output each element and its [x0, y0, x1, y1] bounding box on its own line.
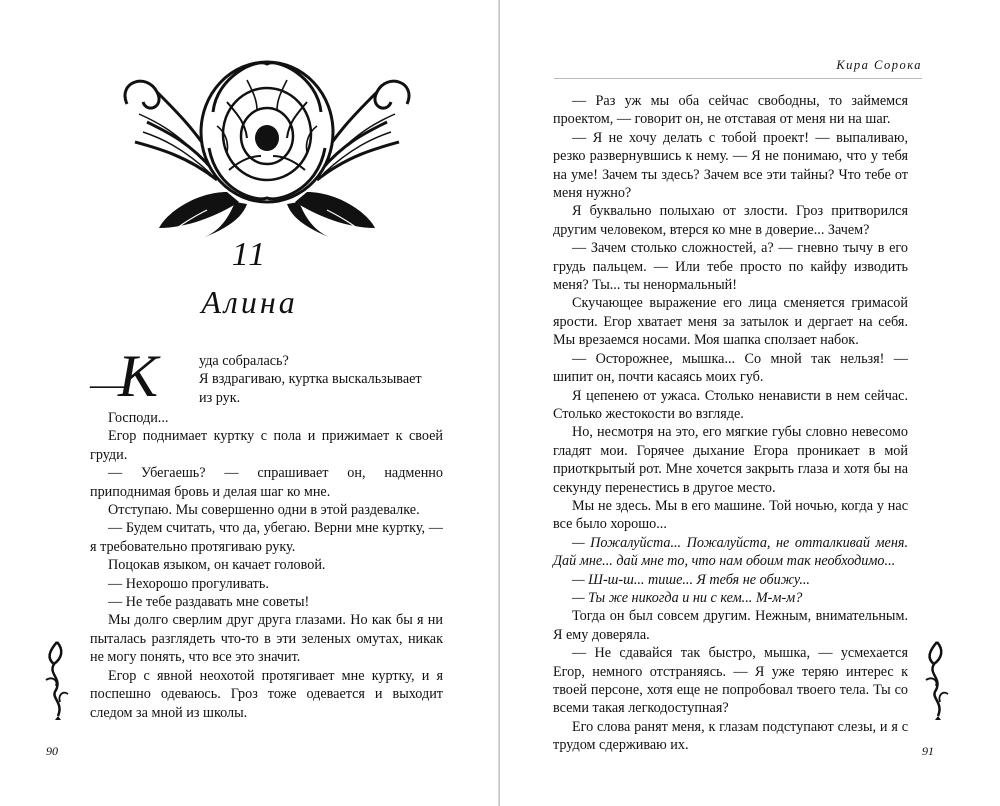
italic-paragraph: — Пожалуйста... Пожалуйста, не отталкивай меня. Дай мне... дай мне то, что нам обоим так необходимо...	[553, 534, 908, 570]
rose-illustration	[117, 52, 417, 242]
right-body-text	[553, 92, 908, 755]
paragraph: — Осторожнее, мышка... Со мной так нельзя! — шипит он, почти касаясь моих губ.	[553, 350, 908, 386]
dropcap-line: из рук.	[199, 389, 241, 406]
chapter-number: 11	[231, 236, 268, 273]
italic-paragraph: — Ш-ш-ш... тише... Я тебя не обижу...	[572, 571, 810, 588]
dropcap-line: уда собралась?	[199, 353, 289, 369]
left-body-text	[90, 343, 443, 722]
paragraph: Скучающее выражение его лица сменяется гримасой ярости. Егор хватает меня за затылок и дергает на себя. Мы врезаемся носами. Моя шапка сползает набок.	[553, 295, 908, 349]
paragraph: Отступаю. Мы совершенно одни в этой раздевалке.	[108, 502, 420, 519]
paragraph: — Раз уж мы оба сейчас свободны, то займемся проектом, — говорит он, не отставая от меня ни на шаг.	[553, 93, 908, 128]
paragraph: Его слова ранят меня, к глазам подступают слезы, и я с трудом сдерживаю их.	[553, 718, 908, 754]
page-number: 90	[46, 744, 58, 758]
paragraph: Егор поднимает куртку с пола и прижимает к своей груди.	[90, 428, 443, 463]
paragraph: Поцокав языком, он качает головой.	[108, 557, 326, 574]
paragraph: Мы не здесь. Мы в его машине. Той ночью, когда у нас все было хорошо...	[553, 497, 908, 533]
dropcap-letter: К	[118, 343, 158, 409]
paragraph: — Будем считать, что да, убегаю. Верни мне куртку, — я требовательно протягиваю руку.	[90, 520, 443, 555]
chapter-title: Алина	[201, 284, 298, 320]
dropcap-dash: —	[90, 366, 124, 403]
paragraph: Егор с явной неохотой протягивает мне куртку, и я поспешно одеваюсь. Гроз тоже одевается и выходит следом за мной из школы.	[90, 667, 443, 721]
dropcap-lines	[199, 352, 443, 407]
paragraph: — Убегаешь? — спрашивает он, надменно приподнимая бровь и делая шаг ко мне.	[90, 465, 443, 500]
paragraph: Мы долго сверлим друг друга глазами. Но как бы я ни пыталась разглядеть что-то в эти зеленых омутах, никак не могу понять, что все это значит.	[90, 612, 443, 666]
paragraph: Я цепенею от ужаса. Столько ненависти в нем сейчас. Столько жестокости во взгляде.	[553, 387, 908, 422]
heart-vine-flourish-icon	[922, 640, 952, 720]
paragraph: Но, несмотря на это, его мягкие губы словно невесомо гладят мои. Горячее дыхание Егора проникает в мой приоткрытый рот. Мне хочется закрыть глаза и хотя бы на секунду перенестись в другое место.	[553, 424, 908, 496]
paragraph: — Я не хочу делать с тобой проект! — выпаливаю, резко развернувшись к нему. — Я не понимаю, что у тебя на уме! Зачем ты здесь? Зачем все эти тайны? Что тебе от меня нужно?	[553, 129, 908, 202]
italic-paragraph: — Ты же никогда и ни с кем... М-м-м?	[572, 589, 803, 606]
header-rule	[554, 78, 922, 79]
paragraph: — Не тебе раздавать мне советы!	[108, 594, 310, 611]
page-number: 91	[922, 744, 934, 758]
left-page	[0, 0, 499, 806]
dropcap-block	[90, 343, 443, 409]
heart-vine-flourish-icon	[42, 640, 72, 720]
paragraph: — Не сдавайся так быстро, мышка, — усмехается Егор, немного отстраняясь. — Я уже теряю интерес к твоей персоне, хотя еще не попробовал твоего тела. Ты со всеми такая легкодоступная?	[553, 645, 908, 717]
running-head: Кира Сорока	[836, 58, 922, 72]
paragraph: Тогда он был совсем другим. Нежным, внимательным. Я ему доверяла.	[553, 608, 908, 643]
paragraph: — Нехорошо прогуливать.	[108, 575, 269, 592]
dropcap-line: Я вздрагиваю, куртка выскальзывает	[199, 371, 422, 388]
paragraph: Господи...	[108, 410, 169, 426]
paragraph: Я буквально полыхаю от злости. Гроз притворился другим человеком, втерся ко мне в доверие... Зачем?	[553, 203, 908, 238]
paragraph: — Зачем столько сложностей, а? — гневно тычу в его грудь пальцем. — Или тебе просто по кайфу изводить меня? Ты... ты ненормальный!	[553, 240, 908, 294]
